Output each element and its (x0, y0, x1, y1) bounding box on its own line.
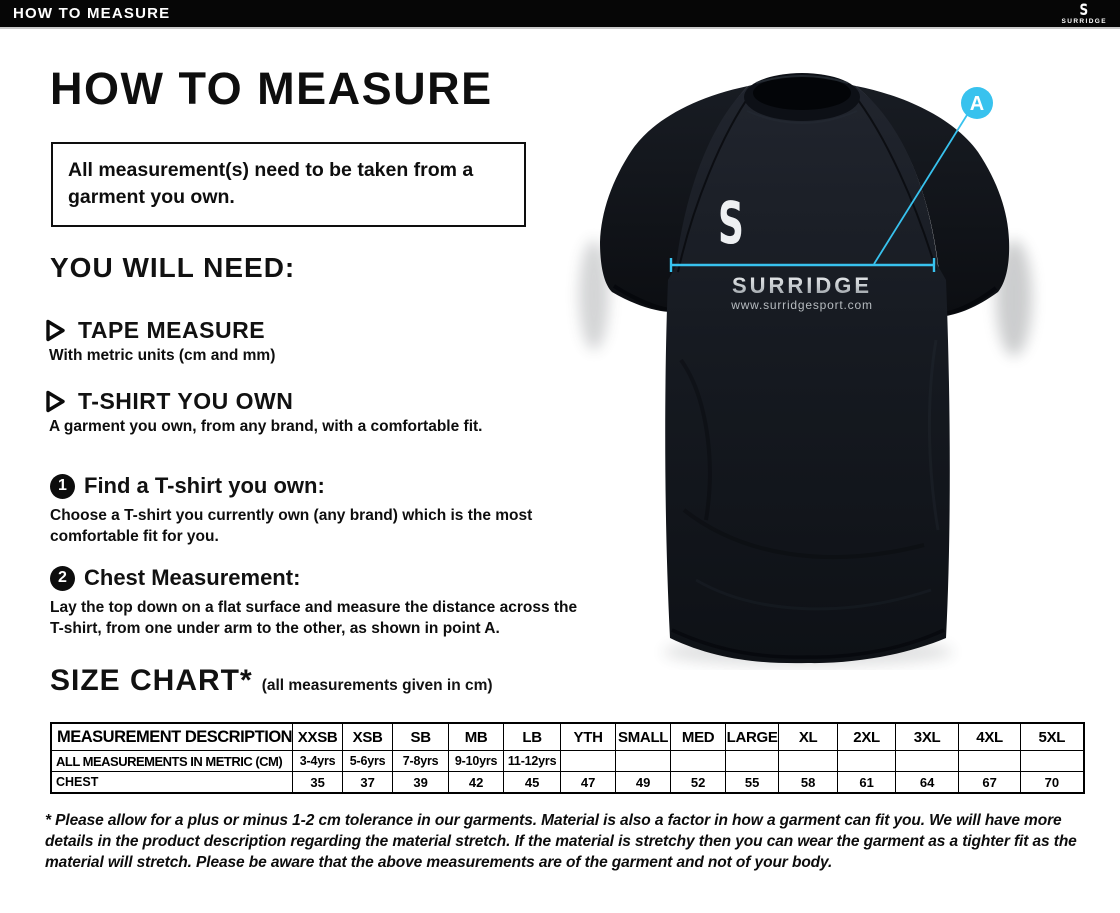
column-header: 3XL (896, 723, 959, 751)
table-row-chest (51, 772, 1084, 794)
table-header-row (51, 723, 1084, 751)
you-will-need-heading: YOU WILL NEED: (50, 252, 296, 283)
step-description: Choose a T-shirt you currently own (any brand) which is the most comfortable fit for you. (50, 507, 533, 545)
table-cell: 70 (1021, 772, 1084, 794)
need-item-description: A garment you own, from any brand, with a comfortable fit. (49, 418, 483, 435)
table-cell: 61 (838, 772, 896, 794)
column-header: MEASUREMENT DESCRIPTION (51, 723, 293, 751)
column-header: YTH (561, 723, 616, 751)
column-header: SMALL (616, 723, 671, 751)
size-chart-note: (all measurements given in cm) (261, 677, 493, 694)
step-find-tshirt (50, 473, 578, 547)
step-number-badge: 1 (50, 474, 75, 499)
step-description: Lay the top down on a flat surface and measure the distance across the T-shirt, from one under arm to the other, as shown in point A. (50, 599, 578, 637)
shirt-body (665, 80, 950, 663)
table-cell (959, 751, 1021, 772)
column-header: XSB (343, 723, 393, 751)
table-row-age-ranges (51, 751, 1084, 772)
step-title: Find a T-shirt you own: (84, 473, 325, 498)
shirt-monogram: S (718, 190, 744, 258)
table-cell (616, 751, 671, 772)
need-item-description: With metric units (cm and mm) (49, 347, 276, 364)
table-cell: 11-12yrs (504, 751, 561, 772)
size-chart-heading (50, 664, 493, 698)
table-cell: 64 (896, 772, 959, 794)
table-cell: 42 (449, 772, 504, 794)
surridge-logo (1061, 2, 1107, 26)
table-cell: 3-4yrs (293, 751, 343, 772)
step-title: Chest Measurement: (84, 565, 301, 590)
table-cell: 39 (393, 772, 449, 794)
tshirt-product-image (556, 40, 1116, 670)
step-number-badge: 2 (50, 566, 75, 591)
need-item-title: T-SHIRT YOU OWN (78, 388, 294, 414)
table-cell: 47 (561, 772, 616, 794)
need-item-tape-measure (44, 317, 275, 365)
shirt-website-text: www.surridgesport.com (731, 298, 873, 312)
table-cell: 37 (343, 772, 393, 794)
size-chart-title: SIZE CHART* (50, 664, 253, 697)
table-cell (779, 751, 838, 772)
table-cell (896, 751, 959, 772)
need-item-title: TAPE MEASURE (78, 317, 266, 343)
table-cell: 67 (959, 772, 1021, 794)
column-header: SB (393, 723, 449, 751)
table-cell: ALL MEASUREMENTS IN METRIC (CM) (51, 751, 293, 772)
column-header: XXSB (293, 723, 343, 751)
tolerance-footnote: * Please allow for a plus or minus 1-2 cm tolerance in our garments. Material is also a factor in how a garment can fit you. We will have more details in the product description regarding the material stretch. If the material is stretchy then you can wear the garment as a tighter fit as the material will stretch. Please be aware that the above measurements are of the garment and not of your body. (45, 812, 1077, 872)
column-header: XL (779, 723, 838, 751)
play-triangle-icon (44, 389, 67, 414)
table-cell (671, 751, 726, 772)
top-bar-title: HOW TO MEASURE (13, 5, 171, 22)
table-cell: 7-8yrs (393, 751, 449, 772)
step-chest-measurement (50, 565, 578, 639)
table-cell: CHEST (51, 772, 293, 794)
table-cell: 5-6yrs (343, 751, 393, 772)
table-cell (561, 751, 616, 772)
table-cell: 45 (504, 772, 561, 794)
need-item-tshirt (44, 388, 482, 436)
marker-a-label: A (969, 93, 985, 115)
table-cell (838, 751, 896, 772)
table-cell (1021, 751, 1084, 772)
surridge-monogram-icon: S (1079, 0, 1089, 19)
column-header: MB (449, 723, 504, 751)
top-bar (0, 0, 1120, 29)
surridge-logo-text: SURRIDGE (1061, 17, 1107, 25)
column-header: 5XL (1021, 723, 1084, 751)
notice-box: All measurement(s) need to be taken from a garment you own. (51, 142, 526, 227)
size-chart-table (50, 722, 1085, 794)
column-header: LARGE (726, 723, 779, 751)
column-header: 4XL (959, 723, 1021, 751)
column-header: 2XL (838, 723, 896, 751)
column-header: LB (504, 723, 561, 751)
table-cell (726, 751, 779, 772)
table-cell: 35 (293, 772, 343, 794)
column-header: MED (671, 723, 726, 751)
table-cell: 52 (671, 772, 726, 794)
table-cell: 55 (726, 772, 779, 794)
shirt-brand-text: SURRIDGE (731, 273, 873, 298)
table-cell: 49 (616, 772, 671, 794)
table-cell: 58 (779, 772, 838, 794)
play-triangle-icon (44, 318, 67, 343)
table-cell: 9-10yrs (449, 751, 504, 772)
shirt-collar (744, 73, 860, 123)
page-title: HOW TO MEASURE (50, 63, 493, 114)
